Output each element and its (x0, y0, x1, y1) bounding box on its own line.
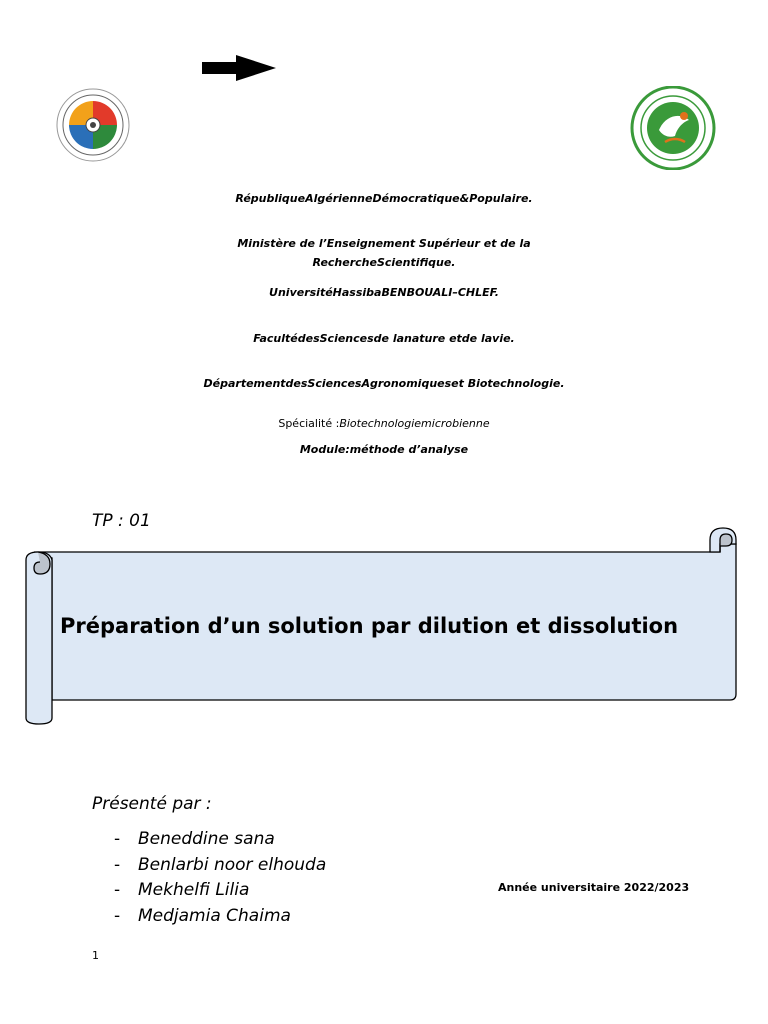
list-dash: - (114, 905, 121, 926)
university-line: UniversitéHassibaBENBOUALI–CHLEF. (269, 286, 499, 299)
member-name: Medjamia Chaima (138, 905, 291, 926)
academic-year: Année universitaire 2022/2023 (498, 881, 690, 894)
ministry-line-2: RechercheScientifique. (312, 256, 456, 269)
page-number: 1 (92, 949, 99, 962)
department-line: DépartementdesSciencesAgronomiqueset Biotechnologie. (203, 377, 565, 390)
ministry-line-1: Ministère de l’Enseignement Supérieur et de la (237, 237, 531, 250)
list-dash: - (114, 854, 121, 875)
faculty-logo-icon (55, 88, 131, 162)
speciality-label: Spécialité : (278, 417, 340, 430)
republic-line: RépubliqueAlgérienneDémocratique&Populaire. (235, 192, 533, 205)
speciality-line (0, 417, 768, 430)
list-dash: - (114, 829, 121, 849)
module-value: :méthode d’analyse (345, 443, 469, 456)
member-name: Mekhelfi Lilia (138, 880, 250, 900)
member-name: Beneddine sana (138, 829, 275, 849)
list-item (114, 853, 326, 879)
list-item (114, 827, 326, 853)
speciality-value: Biotechnologiemicrobienne (339, 417, 490, 430)
module-line (0, 443, 768, 456)
module-label: Module (299, 443, 346, 456)
member-list (114, 827, 326, 929)
right-arrow-icon (202, 54, 278, 82)
presented-by-label: Présenté par : (92, 794, 212, 814)
faculty-line: FacultédesSciencesde lanature etde lavie. (253, 332, 515, 345)
list-item (114, 878, 326, 904)
member-name: Benlarbi noor elhouda (138, 854, 327, 875)
tp-label: TP : 01 (92, 511, 151, 531)
list-dash: - (114, 880, 121, 900)
document-title: Préparation d’un solution par dilution et dissolution (60, 614, 679, 638)
university-logo-icon (629, 86, 717, 170)
list-item (114, 904, 326, 930)
